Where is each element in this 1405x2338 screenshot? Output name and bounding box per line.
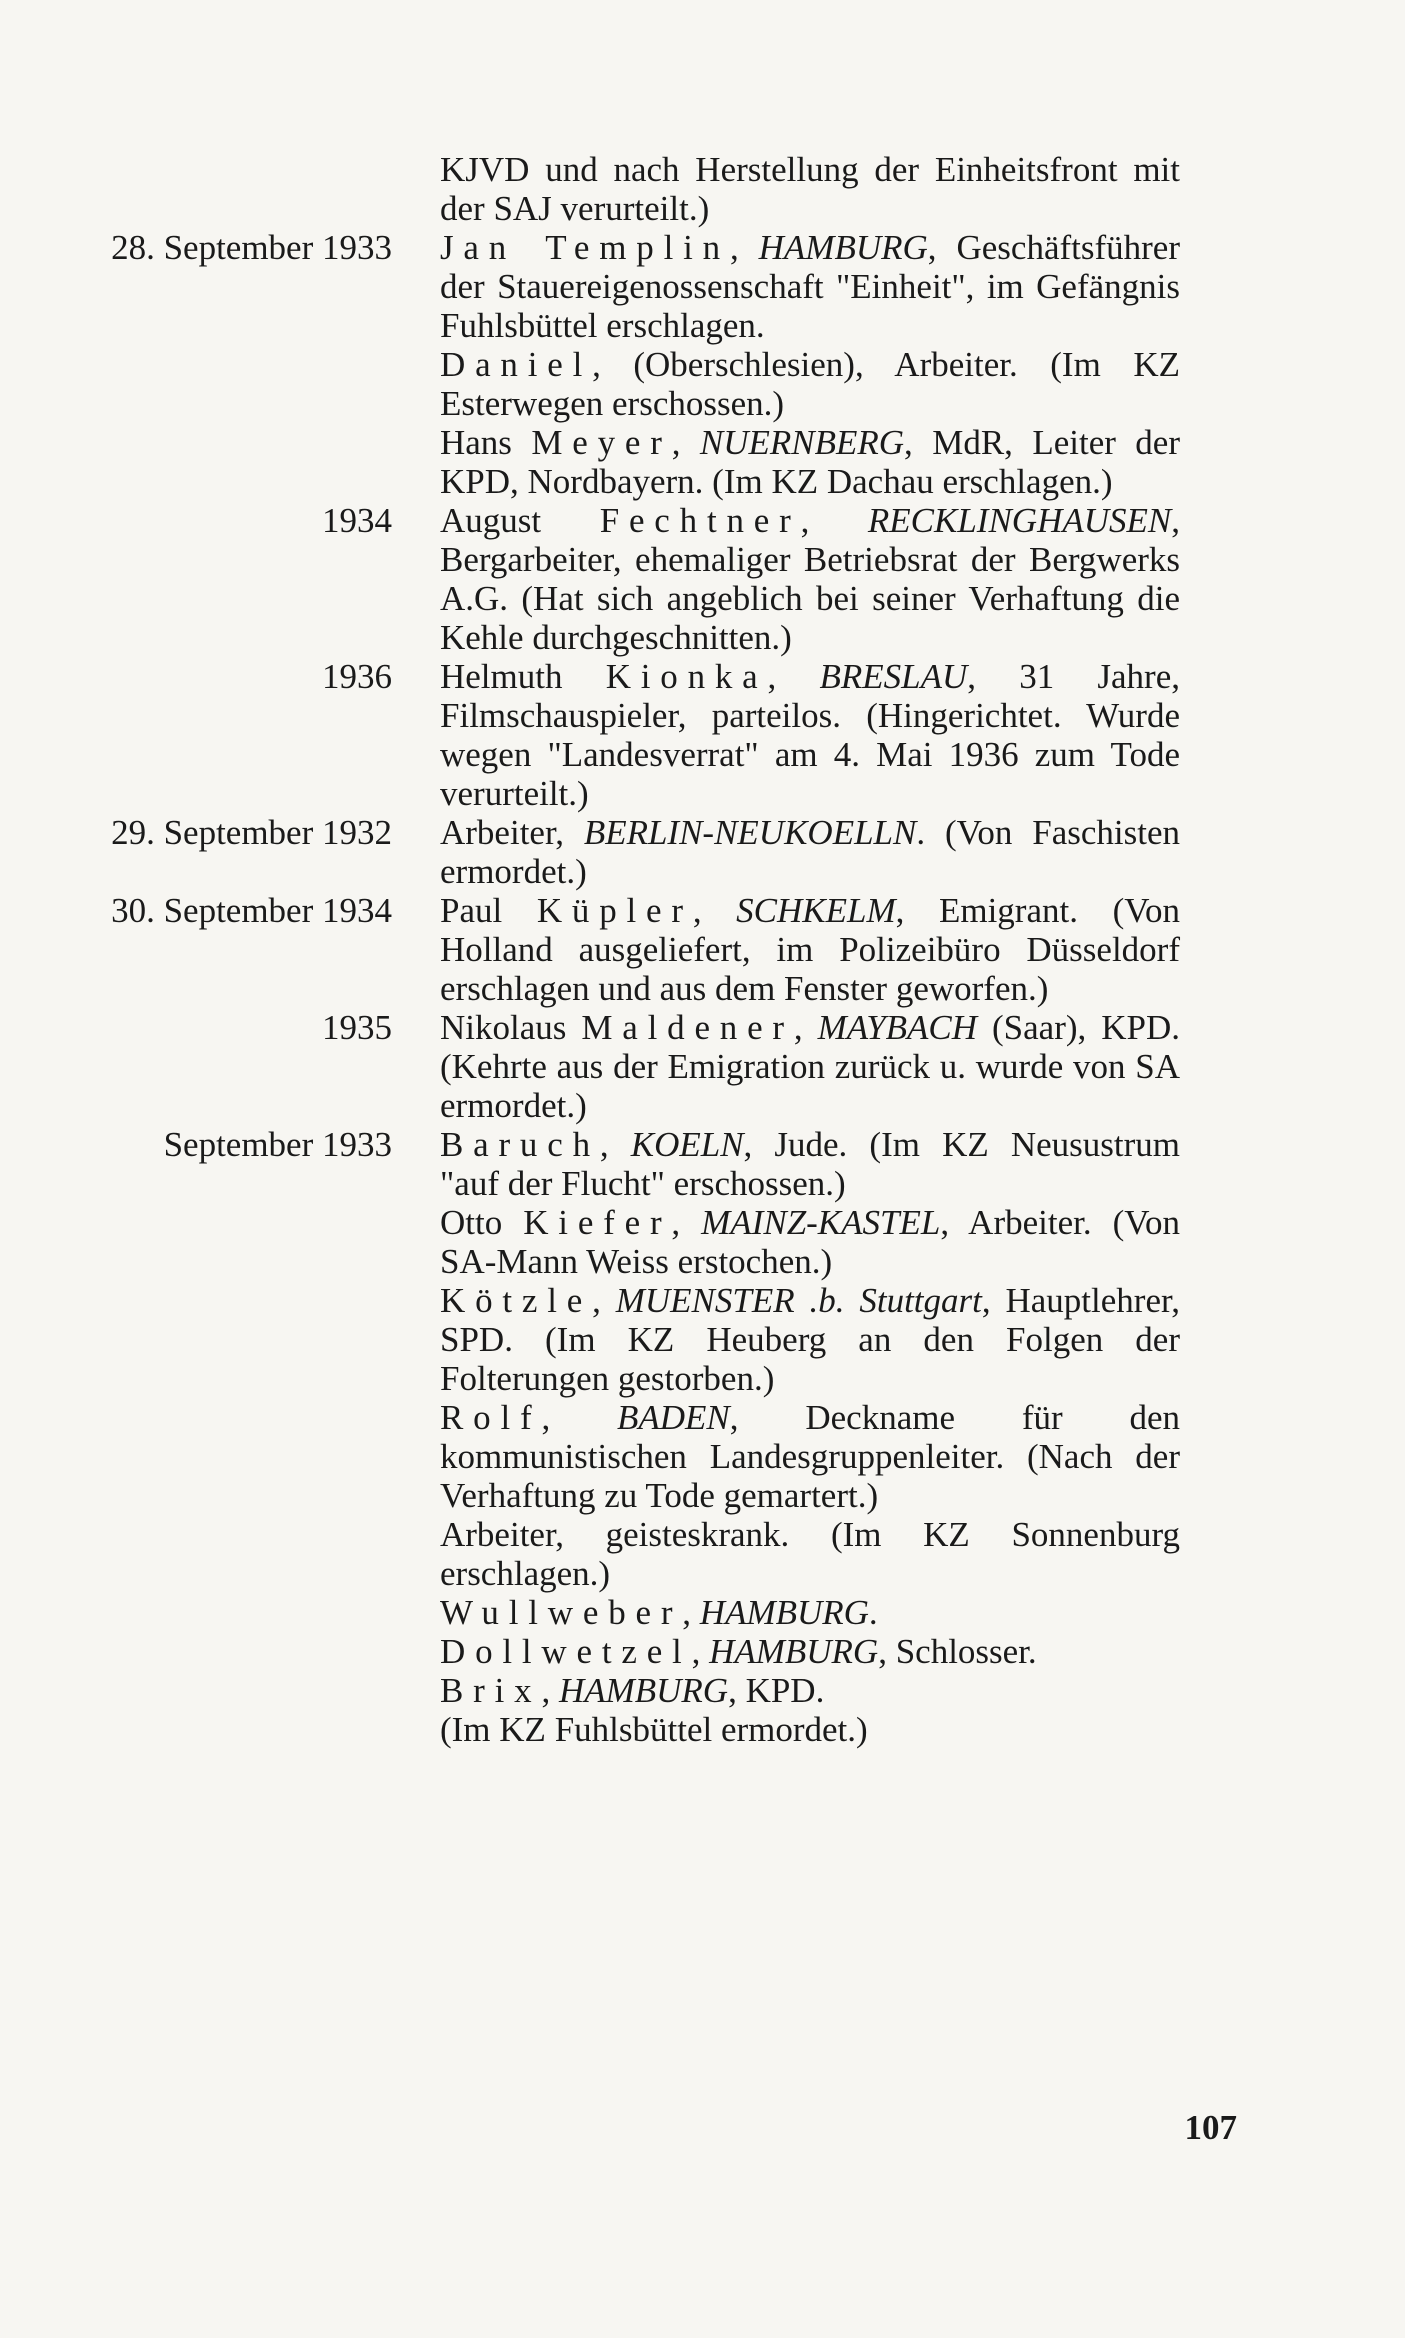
record-text: , Bergarbeiter, ehemaliger Betriebsrat der Bergwerks A.G. (Hat sich angeblich bei seiner Verhaftung die Kehle durchgeschnitten.) <box>440 501 1180 657</box>
victim-record <box>440 150 1180 228</box>
record-text: , Arbeiter. (Von SA-Mann Weiss erstochen.) <box>440 1203 1180 1281</box>
record-text: Arbeiter, geisteskrank. (Im KZ Sonnenburg erschlagen.) <box>440 1515 1180 1593</box>
record-text: , Schlosser. <box>878 1632 1037 1671</box>
person-name: Fechtner <box>599 501 801 540</box>
record-text: Helmuth <box>440 657 606 696</box>
victim-record <box>440 1710 1180 1749</box>
person-name: Templin <box>545 228 730 267</box>
record-text: , MdR, Leiter der KPD, Nordbayern. (Im KZ Dachau erschlagen.) <box>440 423 1180 501</box>
entry-row <box>0 228 1405 501</box>
place-name: HAMBURG <box>758 228 928 267</box>
place-name: MUENSTER .b. Stuttgart <box>615 1281 982 1320</box>
place-name: BERLIN-NEUKOELLN <box>583 813 917 852</box>
entry-row <box>0 1008 1405 1125</box>
entry-date: 1936 <box>322 657 392 696</box>
record-text: , <box>767 657 820 696</box>
victim-record <box>440 1281 1180 1398</box>
record-text: , <box>541 1398 618 1437</box>
entry-text <box>440 657 1180 813</box>
entry-text <box>440 228 1180 501</box>
place-name: BRESLAU <box>819 657 968 696</box>
record-text: , Hauptlehrer, SPD. (Im KZ Heuberg an den Folgen der Folterungen gestorben.) <box>440 1281 1180 1398</box>
entry-text <box>440 1125 1180 1749</box>
person-name: Baruch <box>440 1125 600 1164</box>
place-name: KOELN <box>630 1125 744 1164</box>
victim-record <box>440 657 1180 813</box>
record-text: , Deckname für den kommunistischen Landesgruppenleiter. (Nach der Verhaftung zu Tode gemartert.) <box>440 1398 1180 1515</box>
record-text: , Jude. (Im KZ Neusustrum "auf der Flucht" erschossen.) <box>440 1125 1180 1203</box>
entry-date: September 1933 <box>163 1125 392 1164</box>
record-text: August <box>440 501 600 540</box>
victim-list <box>0 150 1405 1749</box>
person-name: Meyer <box>531 423 672 462</box>
record-text: , <box>692 891 737 930</box>
place-name: RECKLINGHAUSEN <box>867 501 1172 540</box>
record-text: , <box>691 1632 710 1671</box>
record-text: . (Von Faschisten ermordet.) <box>440 813 1180 891</box>
person-name: Jan <box>440 228 546 267</box>
place-name: MAINZ-KASTEL <box>701 1203 941 1242</box>
record-text: , <box>729 228 759 267</box>
victim-record <box>440 501 1180 657</box>
record-text: , (Oberschlesien), Arbeiter. (Im KZ Esterwegen erschossen.) <box>440 345 1180 423</box>
victim-record <box>440 813 1180 891</box>
record-text: , <box>671 423 700 462</box>
record-text: Arbeiter, <box>440 813 584 852</box>
entry-text <box>440 1008 1180 1125</box>
victim-record <box>440 1593 1180 1632</box>
person-name: Küpler <box>536 891 693 930</box>
victim-record <box>440 1632 1180 1671</box>
record-text: Nikolaus <box>440 1008 582 1047</box>
victim-record <box>440 345 1180 423</box>
entry-text <box>440 813 1180 891</box>
entry-row <box>0 813 1405 891</box>
record-text: Otto <box>440 1203 524 1242</box>
person-name: Wullweber <box>440 1593 683 1632</box>
person-name: Kötzle <box>440 1281 593 1320</box>
record-text: Paul <box>440 891 537 930</box>
entry-date: 29. September 1932 <box>111 813 392 852</box>
record-text: (Saar), KPD. (Kehrte aus der Emigration zurück u. wurde von SA ermordet.) <box>440 1008 1180 1125</box>
record-text: , <box>541 1671 559 1710</box>
record-text: , Emigrant. (Von Holland ausgeliefert, im Polizeibüro Düsseldorf erschlagen und aus dem Fenster geworfen.) <box>440 891 1180 1008</box>
place-name: HAMBURG <box>699 1593 869 1632</box>
record-text: KJVD und nach Herstellung der Einheitsfront mit der SAJ verurteilt.) <box>440 150 1180 228</box>
record-text: Hans <box>440 423 532 462</box>
victim-record <box>440 1008 1180 1125</box>
place-name: MAYBACH <box>817 1008 978 1047</box>
entry-row <box>0 1125 1405 1749</box>
page-number: 107 <box>1184 2108 1237 2147</box>
entry-text <box>440 150 1180 228</box>
victim-record <box>440 423 1180 501</box>
record-text: , <box>599 1125 631 1164</box>
place-name: NUERNBERG <box>699 423 905 462</box>
entry-date: 1935 <box>322 1008 392 1047</box>
entry-date: 30. September 1934 <box>111 891 392 930</box>
record-text: , <box>682 1593 700 1632</box>
record-text: . <box>868 1593 878 1632</box>
place-name: SCHKELM <box>736 891 896 930</box>
victim-record <box>440 891 1180 1008</box>
entry-row <box>0 150 1405 228</box>
entry-row <box>0 501 1405 657</box>
record-text: , KPD. <box>728 1671 825 1710</box>
person-name: Daniel <box>440 345 593 384</box>
victim-record <box>440 1125 1180 1203</box>
person-name: Kiefer <box>523 1203 672 1242</box>
record-text: , <box>671 1203 702 1242</box>
place-name: HAMBURG <box>709 1632 879 1671</box>
record-text: , <box>800 501 868 540</box>
victim-record <box>440 1671 1180 1710</box>
victim-record <box>440 228 1180 345</box>
record-text: , Geschäftsführer der Stauereigenossenschaft "Einheit", im Gefängnis Fuhlsbüttel erschlagen. <box>440 228 1180 345</box>
person-name: Brix <box>440 1671 542 1710</box>
victim-record <box>440 1398 1180 1515</box>
entry-text <box>440 891 1180 1008</box>
victim-record <box>440 1515 1180 1593</box>
person-name: Kionka <box>605 657 768 696</box>
place-name: HAMBURG <box>558 1671 729 1710</box>
person-name: Rolf <box>440 1398 542 1437</box>
place-name: BADEN <box>617 1398 730 1437</box>
record-text: , <box>793 1008 818 1047</box>
record-text: , 31 Jahre, Filmschauspieler, parteilos. (Hingerichtet. Wurde wegen "Landesverrat" am 4. Mai 1936 zum Tode verurteilt.) <box>440 657 1180 813</box>
entry-row <box>0 657 1405 813</box>
entry-date: 1934 <box>322 501 392 540</box>
entry-row <box>0 891 1405 1008</box>
victim-record <box>440 1203 1180 1281</box>
record-text: , <box>592 1281 616 1320</box>
entry-text <box>440 501 1180 657</box>
person-name: Maldener <box>581 1008 794 1047</box>
entry-date: 28. September 1933 <box>111 228 392 267</box>
record-text: (Im KZ Fuhlsbüttel ermordet.) <box>440 1710 868 1749</box>
person-name: Dollwetzel <box>440 1632 692 1671</box>
